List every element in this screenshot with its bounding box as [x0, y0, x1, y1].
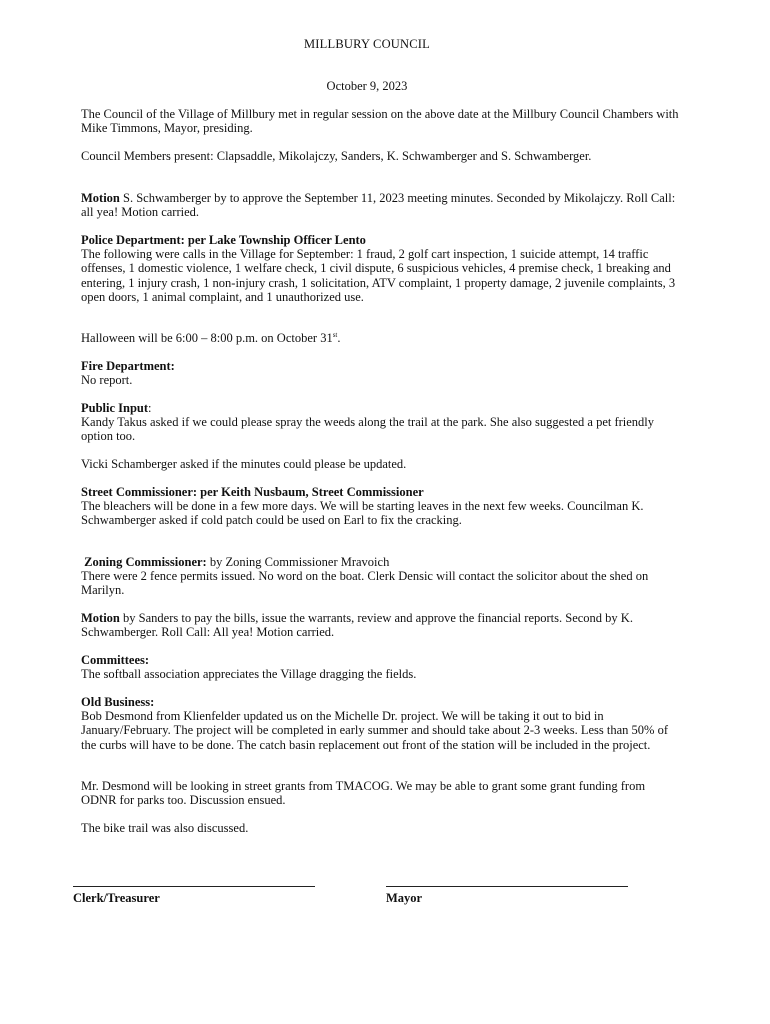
clerk-signature-line — [73, 886, 315, 887]
zoning-byline: by Zoning Commissioner Mravoich — [206, 555, 390, 569]
mayor-signature-label: Mayor — [386, 891, 423, 905]
street-text: The bleachers will be done in a few more days. We will be starting leaves in the next few weeks. Councilman K. Schwamberger asked if cold patch could be used on Earl to fix the cracking. — [81, 499, 644, 528]
motion-label: Motion — [81, 191, 120, 205]
police-text: The following were calls in the Village for September: 1 fraud, 2 golf cart inspection, 1 suicide attempt, 14 traffic offenses, 1 domestic violence, 1 welfare check, 1 civil dispute, 6 suspicious vehicles, 4 premise check, 1 breaking and entering, 1 injury crash, 1 non-injury crash, 1 solicitation, ATV complaint, 1 property damage, 2 juvenile complaints, 3 open doors, 1 animal complaint, and 1 unauthorized use. — [81, 247, 676, 304]
clerk-signature-label: Clerk/Treasurer — [73, 891, 160, 905]
zoning-section — [81, 555, 681, 598]
motion-bills-paragraph — [81, 611, 681, 639]
motion-minutes-text: S. Schwamberger by to approve the September 11, 2023 meeting minutes. Seconded by Mikolajczy. Roll Call: all yea! Motion carried. — [81, 191, 676, 220]
motion-minutes-paragraph — [81, 191, 681, 219]
committees-text: The softball association appreciates the Village dragging the fields. — [81, 667, 417, 682]
fire-heading: Fire Department: — [81, 359, 175, 373]
members-present-text: Council Members present: Clapsaddle, Mikolajczy, Sanders, K. Schwamberger and S. Schwamberger. — [81, 149, 592, 163]
public-input-section — [81, 401, 681, 444]
mayor-signature-line — [386, 886, 628, 887]
public-input-text-1: Kandy Takus asked if we could please spray the weeds along the trail at the park. She also suggested a pet friendly option too. — [81, 415, 655, 444]
zoning-text: There were 2 fence permits issued. No word on the boat. Clerk Densic will contact the solicitor about the shed on Marilyn. — [81, 569, 649, 598]
halloween-ordinal: st — [332, 330, 338, 339]
old-business-paragraph-3 — [81, 821, 681, 835]
intro-paragraph — [81, 107, 681, 135]
street-section — [81, 485, 681, 528]
fire-section — [81, 359, 681, 387]
old-business-paragraph-2 — [81, 779, 681, 807]
police-section — [81, 233, 681, 304]
police-heading: Police Department: per Lake Township Officer Lento — [81, 233, 366, 247]
motion-bills-label: Motion — [81, 611, 120, 625]
old-business-text-3: The bike trail was also discussed. — [81, 821, 249, 835]
old-business-text-1: Bob Desmond from Klienfelder updated us on the Michelle Dr. project. We will be taking it out to bid in January/February. The project will be completed in early summer and should take about 2-3 weeks. Less than 50% of the curbs will have to be done. The catch basin replacement out front of the station will be included in the project. — [81, 709, 668, 752]
fire-text: No report. — [81, 373, 133, 388]
old-business-text-2: Mr. Desmond will be looking in street grants from TMACOG. We may be able to grant some grant funding from ODNR for parks too. Discussion ensued. — [81, 779, 646, 808]
committees-section — [81, 653, 681, 681]
members-paragraph — [81, 149, 681, 163]
public-input-text-2: Vicki Schamberger asked if the minutes could please be updated. — [81, 457, 407, 471]
committees-heading: Committees: — [81, 653, 150, 667]
public-input-paragraph-2 — [81, 457, 681, 471]
meeting-date: October 9, 2023 — [326, 79, 408, 93]
street-heading: Street Commissioner: per Keith Nusbaum, Street Commissioner — [81, 485, 424, 499]
motion-bills-text: by Sanders to pay the bills, issue the warrants, review and approve the financial reports. Second by K. Schwamberger. Roll Call: All yea! Motion carried. — [81, 611, 633, 640]
zoning-heading: Zoning Commissioner: — [84, 555, 207, 569]
halloween-text: Halloween will be 6:00 – 8:00 p.m. on October 31 — [81, 331, 333, 345]
halloween-paragraph — [81, 331, 681, 345]
public-input-colon: : — [148, 401, 152, 415]
intro-text: The Council of the Village of Millbury met in regular session on the above date at the Millbury Council Chambers with Mike Timmons, Mayor, presiding. — [81, 107, 679, 136]
halloween-period: . — [337, 331, 341, 345]
public-input-heading: Public Input — [81, 401, 149, 415]
document-title: MILLBURY COUNCIL — [303, 37, 430, 51]
old-business-section — [81, 695, 681, 752]
old-business-heading: Old Business: — [81, 695, 155, 709]
